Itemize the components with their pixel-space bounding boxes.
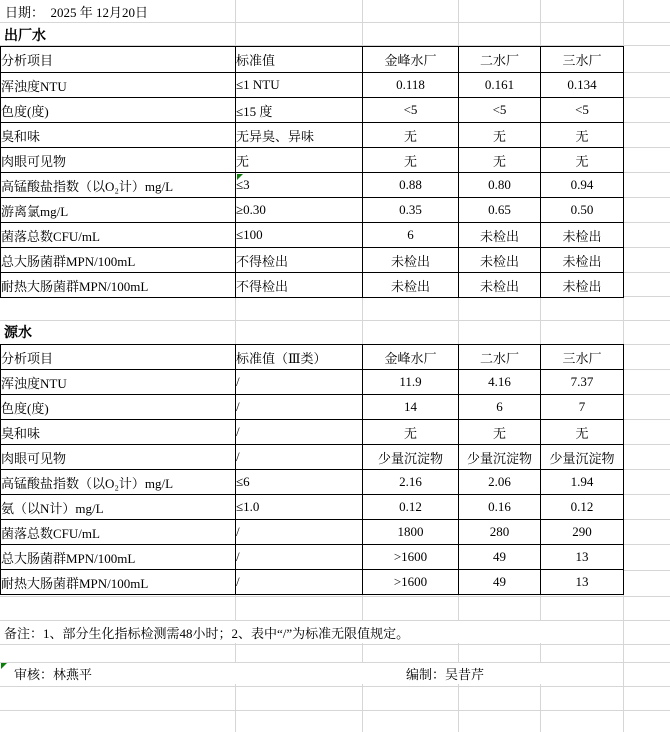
table-cell[interactable]: 0.161	[459, 73, 541, 98]
table-cell[interactable]: 少量沉淀物	[459, 445, 541, 470]
table-cell[interactable]: <5	[363, 98, 459, 123]
table-cell[interactable]: 少量沉淀物	[541, 445, 624, 470]
table-cell[interactable]: <5	[459, 98, 541, 123]
table-cell[interactable]: 臭和味	[1, 123, 236, 148]
table-cell[interactable]: /	[236, 520, 363, 545]
table-cell[interactable]: 6	[459, 395, 541, 420]
table-cell[interactable]: 未检出	[541, 273, 624, 298]
table-cell[interactable]: 菌落总数CFU/mL	[1, 520, 236, 545]
source-water-table	[0, 344, 624, 595]
table-cell[interactable]: ≤6	[236, 470, 363, 495]
table-row	[1, 545, 624, 570]
column-header-item[interactable]: 分析项目	[1, 47, 236, 73]
table-cell[interactable]: 氨（以N计）mg/L	[1, 495, 236, 520]
table-cell[interactable]: 7.37	[541, 370, 624, 395]
note-cell[interactable]: 备注：1、部分生化指标检测需48小时；2、表中“/”为标准无限值规定。	[4, 626, 410, 641]
table-cell[interactable]: 0.118	[363, 73, 459, 98]
table-cell[interactable]: 无	[541, 420, 624, 445]
table-row	[1, 370, 624, 395]
column-header-plant-3[interactable]: 三水厂	[541, 47, 624, 73]
table-cell[interactable]: 无	[459, 420, 541, 445]
table-cell[interactable]: 无	[236, 148, 363, 173]
table-cell[interactable]: 290	[541, 520, 624, 545]
section-title-source-water[interactable]: 源水	[4, 326, 32, 341]
table-cell[interactable]: 7	[541, 395, 624, 420]
table-cell[interactable]: 总大肠菌群MPN/100mL	[1, 248, 236, 273]
column-header-standard[interactable]: 标准值	[236, 47, 363, 73]
table-cell[interactable]: /	[236, 570, 363, 595]
table-row	[1, 470, 624, 495]
table-row	[1, 123, 624, 148]
date-cell[interactable]: 日期： 2025 年 12月20日	[5, 5, 149, 20]
column-header-item[interactable]: 分析项目	[1, 345, 236, 370]
table-cell[interactable]: 未检出	[541, 248, 624, 273]
table-row	[1, 495, 624, 520]
table-cell[interactable]: 0.35	[363, 198, 459, 223]
table-cell[interactable]: 臭和味	[1, 420, 236, 445]
table-cell[interactable]: 无	[541, 148, 624, 173]
column-header-standard[interactable]: 标准值（Ⅲ类）	[236, 345, 363, 370]
table-row	[1, 198, 624, 223]
table-cell[interactable]: 4.16	[459, 370, 541, 395]
header-row	[1, 47, 624, 73]
table-cell[interactable]: 280	[459, 520, 541, 545]
table-cell[interactable]: 无	[459, 123, 541, 148]
table-cell[interactable]: 无	[363, 148, 459, 173]
column-header-plant-jinfeng[interactable]: 金峰水厂	[363, 345, 459, 370]
table-cell[interactable]: 耐热大肠菌群MPN/100mL	[1, 570, 236, 595]
table-cell[interactable]: 无	[363, 123, 459, 148]
table-cell[interactable]: 未检出	[363, 248, 459, 273]
column-header-plant-3[interactable]: 三水厂	[541, 345, 624, 370]
gridline	[0, 710, 670, 711]
table-cell[interactable]: 不得检出	[236, 273, 363, 298]
table-row	[1, 98, 624, 123]
table-cell[interactable]: /	[236, 445, 363, 470]
table-cell[interactable]: ≤1 NTU	[236, 73, 363, 98]
table-row	[1, 173, 624, 198]
table-cell[interactable]: 0.50	[541, 198, 624, 223]
table-cell[interactable]: /	[236, 395, 363, 420]
table-cell[interactable]: 耐热大肠菌群MPN/100mL	[1, 273, 236, 298]
table-row	[1, 248, 624, 273]
table-cell[interactable]: ≤100	[236, 223, 363, 248]
table-cell[interactable]: 浑浊度NTU	[1, 73, 236, 98]
gridline	[0, 596, 670, 597]
table-cell[interactable]: 未检出	[459, 223, 541, 248]
table-cell[interactable]: 13	[541, 545, 624, 570]
table-row	[1, 570, 624, 595]
table-row	[1, 273, 624, 298]
column-header-plant-jinfeng[interactable]: 金峰水厂	[363, 47, 459, 73]
table-cell[interactable]: 游离氯mg/L	[1, 198, 236, 223]
table-cell[interactable]: /	[236, 370, 363, 395]
table-cell[interactable]: 0.12	[363, 495, 459, 520]
table-row	[1, 420, 624, 445]
header-row	[1, 345, 624, 370]
table-row	[1, 445, 624, 470]
table-cell[interactable]: 浑浊度NTU	[1, 370, 236, 395]
table-cell[interactable]: 色度(度)	[1, 395, 236, 420]
gridline	[0, 320, 670, 321]
table-cell[interactable]: 49	[459, 545, 541, 570]
table-cell[interactable]: ≥0.30	[236, 198, 363, 223]
table-cell[interactable]: 肉眼可见物	[1, 445, 236, 470]
table-row	[1, 73, 624, 98]
table-row	[1, 223, 624, 248]
table-row	[1, 148, 624, 173]
table-cell[interactable]: 2.06	[459, 470, 541, 495]
finished-water-table	[0, 46, 624, 298]
gridline	[0, 22, 670, 23]
table-cell[interactable]: 总大肠菌群MPN/100mL	[1, 545, 236, 570]
table-cell[interactable]: 0.88	[363, 173, 459, 198]
table-cell[interactable]: 未检出	[363, 273, 459, 298]
table-row	[1, 395, 624, 420]
table-cell[interactable]: 6	[363, 223, 459, 248]
table-cell[interactable]: <5	[541, 98, 624, 123]
table-cell[interactable]: ≤1.0	[236, 495, 363, 520]
table-cell[interactable]: 高锰酸盐指数（以O₂计）mg/L	[1, 173, 236, 198]
table-cell[interactable]: >1600	[363, 570, 459, 595]
table-cell[interactable]: 无	[459, 148, 541, 173]
table-cell[interactable]: 0.94	[541, 173, 624, 198]
table-cell[interactable]: >1600	[363, 545, 459, 570]
table-cell[interactable]: 高锰酸盐指数（以O₂计）mg/L	[1, 470, 236, 495]
table-cell[interactable]: ≤15 度	[236, 98, 363, 123]
section-title-finished-water[interactable]: 出厂水	[4, 29, 46, 44]
preparer-cell[interactable]: 编制：吴昔芹	[406, 667, 485, 682]
table-cell[interactable]: /	[236, 545, 363, 570]
table-cell[interactable]: 13	[541, 570, 624, 595]
table-cell[interactable]: 未检出	[541, 223, 624, 248]
table-cell[interactable]: 1.94	[541, 470, 624, 495]
gridline	[0, 686, 670, 687]
table-cell[interactable]: 少量沉淀物	[363, 445, 459, 470]
table-cell[interactable]: 色度(度)	[1, 98, 236, 123]
column-header-plant-2[interactable]: 二水厂	[459, 345, 541, 370]
table-cell[interactable]: 菌落总数CFU/mL	[1, 223, 236, 248]
table-cell[interactable]: 1800	[363, 520, 459, 545]
table-cell[interactable]: 0.16	[459, 495, 541, 520]
column-header-plant-2[interactable]: 二水厂	[459, 47, 541, 73]
table-cell[interactable]: 49	[459, 570, 541, 595]
table-cell[interactable]: 0.80	[459, 173, 541, 198]
table-cell[interactable]: ≤3	[236, 173, 363, 198]
table-cell[interactable]: 无异臭、异味	[236, 123, 363, 148]
table-cell[interactable]: 0.134	[541, 73, 624, 98]
table-cell[interactable]: 未检出	[459, 273, 541, 298]
cell-flag-icon	[1, 663, 7, 669]
table-cell[interactable]: 肉眼可见物	[1, 148, 236, 173]
gridline	[0, 644, 670, 645]
table-cell[interactable]: 无	[363, 420, 459, 445]
table-cell[interactable]: 0.12	[541, 495, 624, 520]
table-cell[interactable]: 未检出	[459, 248, 541, 273]
table-cell[interactable]: 11.9	[363, 370, 459, 395]
table-cell[interactable]: 2.16	[363, 470, 459, 495]
table-cell[interactable]: /	[236, 420, 363, 445]
table-cell[interactable]: 不得检出	[236, 248, 363, 273]
table-row	[1, 520, 624, 545]
cell-flag-icon	[237, 174, 243, 180]
table-cell[interactable]: 14	[363, 395, 459, 420]
reviewer-cell[interactable]: 审核：林燕平	[14, 667, 93, 682]
table-cell[interactable]: 无	[541, 123, 624, 148]
table-cell[interactable]: 0.65	[459, 198, 541, 223]
